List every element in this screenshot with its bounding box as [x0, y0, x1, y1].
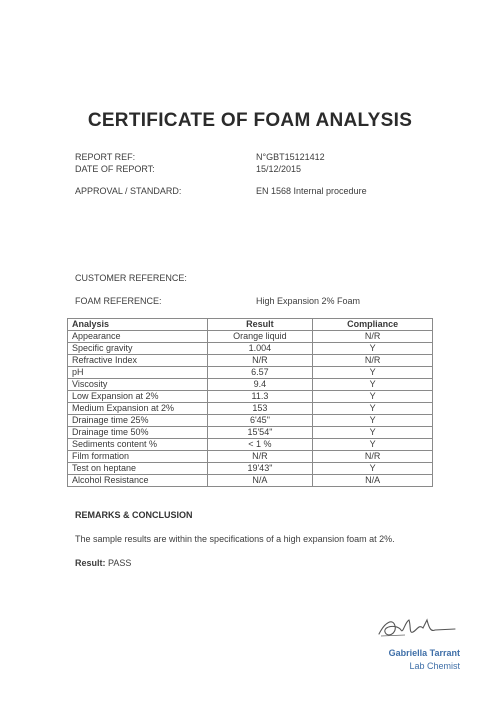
report-ref-value: N°GBT15121412 — [256, 152, 325, 162]
table-row — [68, 463, 433, 475]
compliance-cell: Y — [313, 463, 433, 475]
signature-image — [375, 612, 465, 644]
analysis-cell: Appearance — [68, 331, 208, 343]
analysis-cell: Refractive Index — [68, 355, 208, 367]
analysis-cell: Low Expansion at 2% — [68, 391, 208, 403]
result-line — [75, 558, 131, 568]
analysis-cell: Sediments content % — [68, 439, 208, 451]
analysis-cell: Drainage time 25% — [68, 415, 208, 427]
table-row — [68, 355, 433, 367]
compliance-cell: N/R — [313, 451, 433, 463]
result-cell: 153 — [207, 403, 313, 415]
compliance-cell: N/R — [313, 331, 433, 343]
table-header-row — [68, 319, 433, 331]
compliance-cell: Y — [313, 391, 433, 403]
compliance-cell: Y — [313, 427, 433, 439]
result-cell: 9.4 — [207, 379, 313, 391]
table-row — [68, 391, 433, 403]
analysis-table — [67, 318, 433, 487]
analysis-cell: Specific gravity — [68, 343, 208, 355]
header-compliance: Compliance — [313, 319, 433, 331]
analysis-cell: Test on heptane — [68, 463, 208, 475]
compliance-cell: Y — [313, 343, 433, 355]
result-cell: 6.57 — [207, 367, 313, 379]
table-row — [68, 403, 433, 415]
approval-value: EN 1568 Internal procedure — [256, 186, 367, 196]
table-row — [68, 427, 433, 439]
compliance-cell: Y — [313, 403, 433, 415]
compliance-cell: Y — [313, 439, 433, 451]
analysis-cell: Film formation — [68, 451, 208, 463]
analysis-cell: Drainage time 50% — [68, 427, 208, 439]
result-value: PASS — [108, 558, 132, 568]
approval-label: APPROVAL / STANDARD: — [75, 186, 182, 196]
result-cell: N/R — [207, 451, 313, 463]
analysis-cell: Alcohol Resistance — [68, 475, 208, 487]
table-row — [68, 343, 433, 355]
header-analysis: Analysis — [68, 319, 208, 331]
header-result: Result — [207, 319, 313, 331]
table-row — [68, 451, 433, 463]
table-row — [68, 415, 433, 427]
analysis-cell: Viscosity — [68, 379, 208, 391]
result-cell: 19'43" — [207, 463, 313, 475]
result-cell: 11.3 — [207, 391, 313, 403]
signer-name: Gabriella Tarrant — [388, 648, 460, 658]
result-cell: < 1 % — [207, 439, 313, 451]
compliance-cell: Y — [313, 415, 433, 427]
result-cell: Orange liquid — [207, 331, 313, 343]
signer-role: Lab Chemist — [409, 661, 460, 671]
foam-ref-value: High Expansion 2% Foam — [256, 296, 361, 306]
table-row — [68, 331, 433, 343]
analysis-cell: Medium Expansion at 2% — [68, 403, 208, 415]
table-row — [68, 475, 433, 487]
result-cell: N/R — [207, 355, 313, 367]
report-ref-label: REPORT REF: — [75, 152, 136, 162]
remarks-text: The sample results are within the specifications of a high expansion foam at 2%. — [75, 534, 395, 544]
certificate-title: CERTIFICATE OF FOAM ANALYSIS — [87, 110, 413, 131]
customer-ref-label: CUSTOMER REFERENCE: — [75, 273, 187, 283]
date-label: DATE OF REPORT: — [75, 164, 155, 174]
remarks-heading: REMARKS & CONCLUSION — [75, 510, 193, 520]
table-row — [68, 379, 433, 391]
result-cell: 6'45" — [207, 415, 313, 427]
date-value: 15/12/2015 — [256, 164, 302, 174]
analysis-cell: pH — [68, 367, 208, 379]
compliance-cell: Y — [313, 379, 433, 391]
result-label: Result: — [75, 558, 106, 568]
result-cell: 1.004 — [207, 343, 313, 355]
compliance-cell: Y — [313, 367, 433, 379]
result-cell: 15'54" — [207, 427, 313, 439]
table-row — [68, 439, 433, 451]
table-row — [68, 367, 433, 379]
result-cell: N/A — [207, 475, 313, 487]
compliance-cell: N/R — [313, 355, 433, 367]
compliance-cell: N/A — [313, 475, 433, 487]
foam-ref-label: FOAM REFERENCE: — [75, 296, 162, 306]
